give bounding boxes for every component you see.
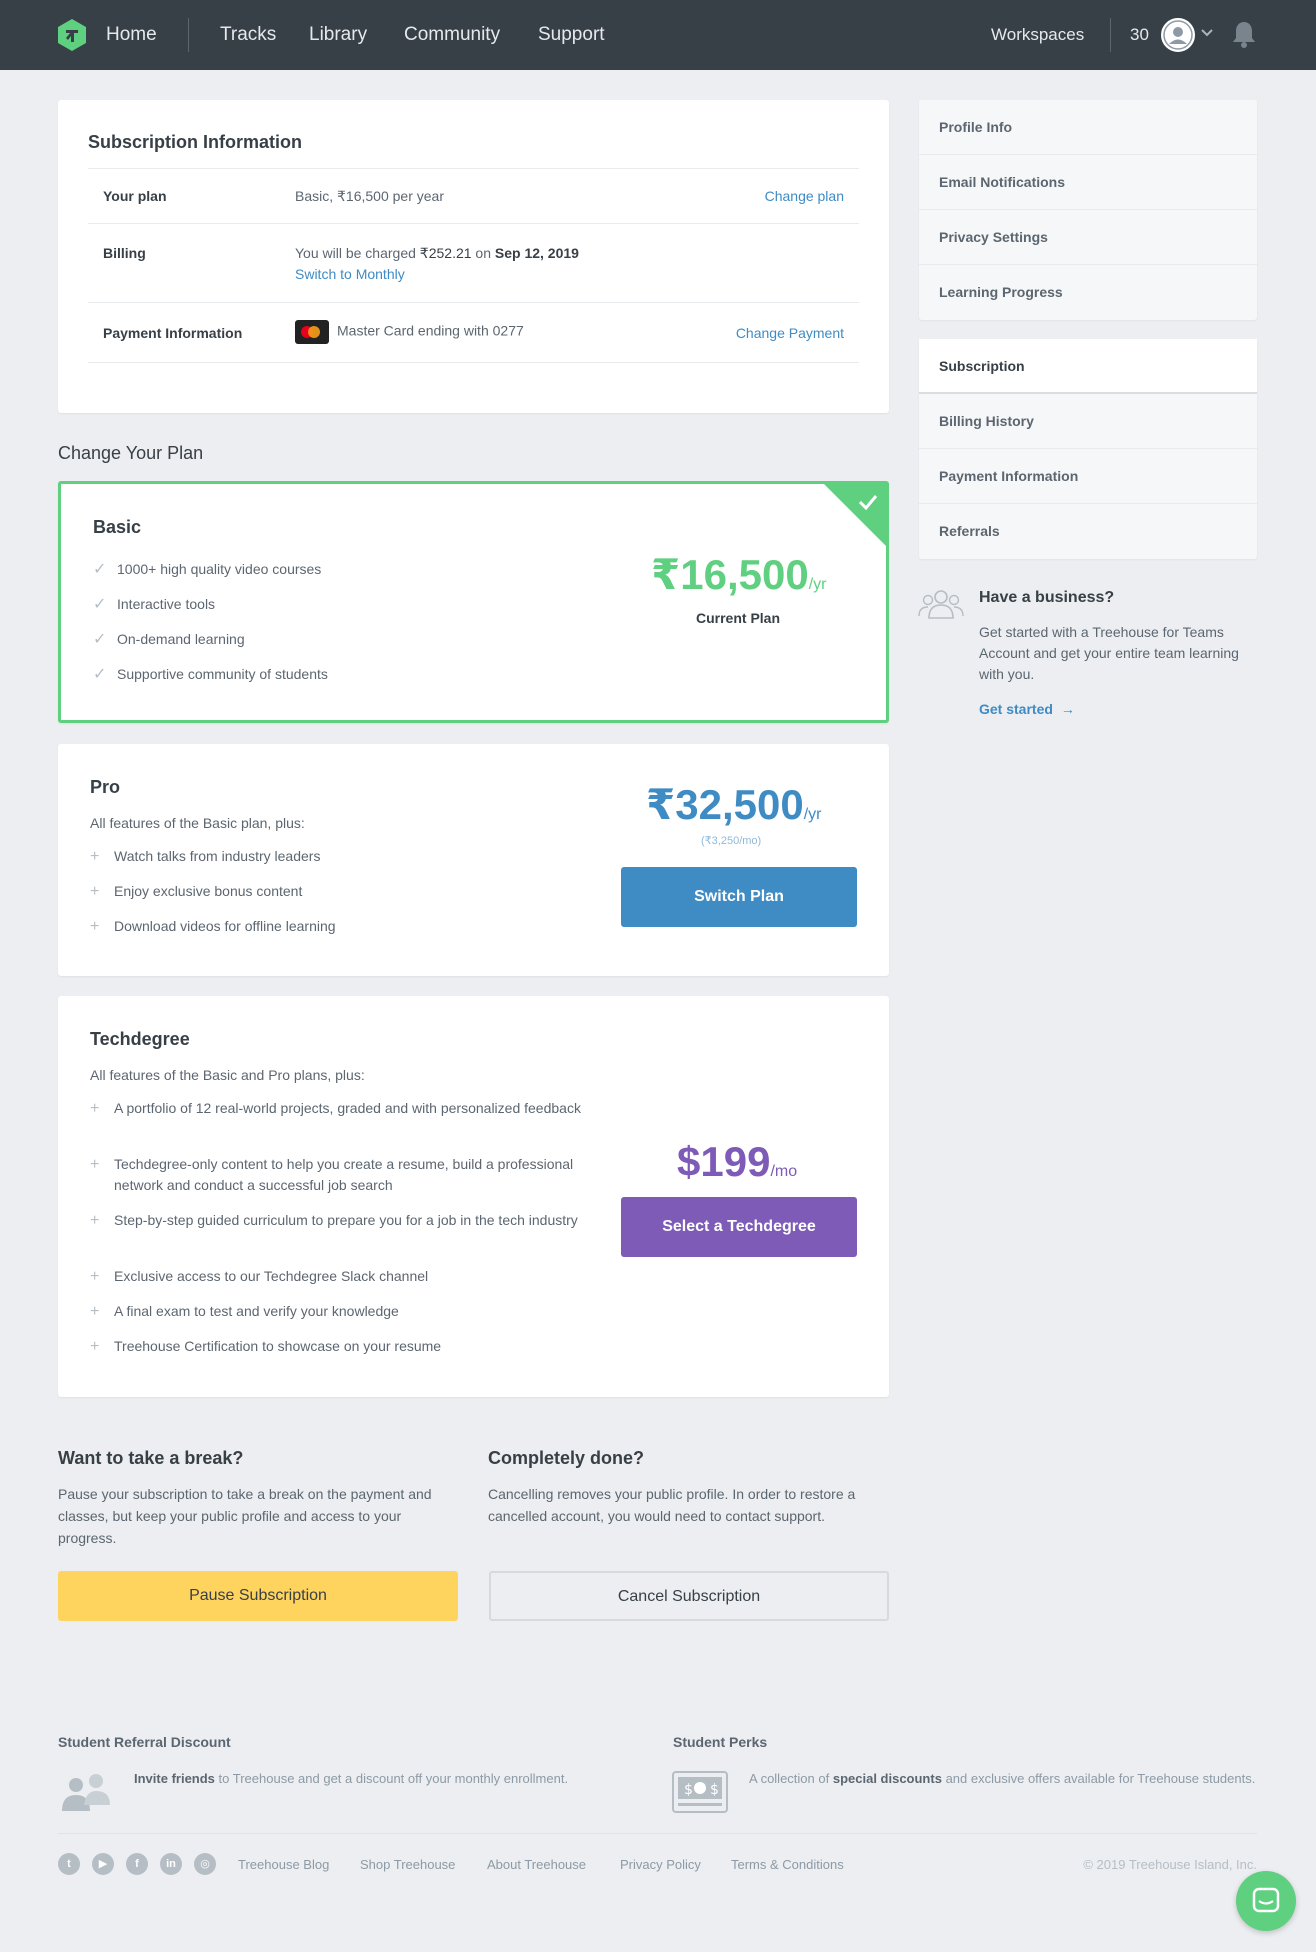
feature-item	[93, 664, 328, 685]
price-amount: $199	[677, 1138, 771, 1185]
perks-description: and exclusive offers available for Treehouse students.	[945, 1771, 1256, 1786]
feature-text: A portfolio of 12 real-world projects, graded and with personalized feedback	[114, 1100, 581, 1116]
footer-link-blog[interactable]: Treehouse Blog	[238, 1857, 330, 1872]
cancel-subscription-button[interactable]: Cancel Subscription	[489, 1571, 889, 1621]
chevron-down-icon[interactable]	[1200, 28, 1214, 38]
plan-price	[646, 780, 821, 829]
billing-prefix: You will be charged	[295, 245, 416, 261]
sidebar-item-billing-history[interactable]: Billing History	[919, 394, 1257, 449]
plus-icon: +	[90, 1156, 100, 1173]
plus-icon: +	[90, 848, 100, 865]
nav-tracks[interactable]: Tracks	[220, 24, 277, 45]
plus-icon: +	[90, 883, 100, 900]
feature-item	[90, 1336, 441, 1357]
bell-icon[interactable]	[1231, 20, 1257, 48]
business-text: Get started with a Treehouse for Teams Account and get your entire team learning with you.	[979, 624, 1239, 682]
perks-text	[749, 1769, 1259, 1789]
plan-card-basic	[58, 481, 889, 723]
twitter-icon[interactable]: t	[58, 1853, 80, 1875]
plan-row	[88, 168, 859, 223]
nav-community[interactable]: Community	[404, 24, 501, 45]
feature-item	[93, 559, 321, 580]
cancel-title: Completely done?	[488, 1448, 645, 1468]
feature-item	[90, 1210, 600, 1231]
payment-value	[295, 320, 524, 344]
top-nav	[0, 0, 1316, 70]
treehouse-logo-icon[interactable]	[56, 18, 88, 52]
plan-price	[651, 550, 826, 599]
svg-text:$: $	[684, 1782, 693, 1798]
feature-text: Supportive community of students	[117, 666, 328, 682]
get-started-label: Get started	[979, 701, 1053, 717]
plan-name: Pro	[90, 777, 121, 797]
referral-description: to Treehouse and get a discount off your monthly enrollment.	[218, 1771, 569, 1786]
feature-text: Exclusive access to our Techdegree Slack channel	[114, 1268, 429, 1284]
switch-monthly-link[interactable]: Switch to Monthly	[295, 266, 405, 282]
footer-divider	[58, 1833, 1257, 1834]
feature-text: Treehouse Certification to showcase on your resume	[114, 1338, 442, 1354]
settings-nav	[919, 100, 1257, 320]
arrow-right-icon: →	[1060, 701, 1075, 717]
billing-row	[88, 223, 859, 302]
pause-title: Want to take a break?	[58, 1448, 244, 1468]
feature-text: Step-by-step guided curriculum to prepare you for a job in the tech industry	[114, 1212, 578, 1228]
chat-icon	[1236, 1871, 1296, 1931]
subscription-info-title: Subscription Information	[88, 132, 302, 152]
feature-item	[90, 916, 336, 937]
feature-text: Download videos for offline learning	[114, 918, 336, 934]
plus-icon: +	[90, 918, 100, 935]
youtube-icon[interactable]: ▶	[92, 1853, 114, 1875]
feature-text: Watch talks from industry leaders	[114, 848, 321, 864]
feature-text: Interactive tools	[117, 596, 216, 612]
business-title: Have a business?	[979, 589, 1115, 606]
feature-text: A final exam to test and verify your knowledge	[114, 1303, 399, 1319]
plan-intro: All features of the Basic and Pro plans, plus:	[90, 1067, 365, 1083]
mastercard-icon	[295, 320, 329, 344]
billing-label: Billing	[103, 245, 146, 261]
check-icon: ✓	[93, 596, 107, 613]
referral-title: Student Referral Discount	[58, 1734, 231, 1750]
feature-item	[90, 1301, 399, 1322]
check-icon: ✓	[93, 666, 107, 683]
sidebar-item-privacy-settings[interactable]: Privacy Settings	[919, 210, 1257, 265]
sidebar-item-referrals[interactable]: Referrals	[939, 523, 1000, 539]
team-icon	[918, 588, 964, 620]
linkedin-icon[interactable]: in	[160, 1853, 182, 1875]
billing-date: Sep 12, 2019	[494, 245, 579, 261]
avatar[interactable]	[1161, 18, 1195, 52]
account-nav	[919, 339, 1257, 559]
pause-text: Pause your subscription to take a break on the payment and classes, but keep your public profile and access to your progress.	[58, 1486, 432, 1546]
get-started-link[interactable]	[979, 701, 1075, 717]
plan-name: Basic	[93, 517, 142, 537]
billing-amount: ₹252.21	[419, 245, 472, 261]
nav-library[interactable]: Library	[309, 24, 368, 45]
pause-subscription-button[interactable]: Pause Subscription	[58, 1571, 458, 1621]
payment-label: Payment Information	[103, 325, 243, 341]
sidebar-item-email-notifications[interactable]: Email Notifications	[919, 155, 1257, 210]
feature-item	[93, 629, 245, 650]
perks-title: Student Perks	[673, 1734, 768, 1750]
feature-item	[90, 846, 320, 867]
plus-icon: +	[90, 1212, 100, 1229]
plan-value: Basic, ₹16,500 per year	[295, 188, 444, 204]
sidebar-item-payment-information[interactable]: Payment Information	[919, 449, 1257, 504]
footer-link-shop[interactable]: Shop Treehouse	[360, 1857, 456, 1872]
price-period: /yr	[803, 806, 822, 823]
plan-label: Your plan	[103, 188, 167, 204]
plus-icon: +	[90, 1338, 100, 1355]
price-amount: ₹16,500	[651, 551, 809, 598]
price-period: /mo	[770, 1163, 798, 1180]
nav-home[interactable]: Home	[106, 24, 157, 45]
nav-workspaces[interactable]: Workspaces	[991, 25, 1085, 44]
sidebar-item-profile-info[interactable]: Profile Info	[919, 100, 1257, 155]
sidebar-item-learning-progress[interactable]: Learning Progress	[939, 284, 1063, 300]
plan-card-techdegree	[58, 996, 889, 1397]
select-techdegree-button[interactable]: Select a Techdegree	[621, 1197, 857, 1257]
switch-plan-button[interactable]: Switch Plan	[621, 867, 857, 927]
feature-item	[90, 1098, 600, 1119]
payment-card-text: Master Card ending with 0277	[337, 322, 524, 339]
nav-support[interactable]: Support	[538, 24, 605, 45]
footer-link-privacy[interactable]: Privacy Policy	[620, 1857, 701, 1872]
feature-item	[90, 1266, 428, 1287]
billing-value	[295, 245, 579, 262]
plan-name: Techdegree	[90, 1029, 190, 1049]
check-icon: ✓	[93, 561, 107, 578]
subscription-info-card	[58, 100, 889, 413]
cancel-text: Cancelling removes your public profile. In order to restore a cancelled account, you would need to contact support.	[488, 1486, 856, 1524]
current-plan-label: Current Plan	[696, 610, 781, 626]
feature-item	[93, 594, 215, 615]
footer-link-about[interactable]: About Treehouse	[487, 1857, 587, 1872]
feature-text: On-demand learning	[117, 631, 245, 647]
feature-item	[90, 1154, 600, 1196]
plus-icon: +	[90, 1303, 100, 1320]
plus-icon: +	[90, 1268, 100, 1285]
feature-text: Techdegree-only content to help you create a resume, build a professional network and conduct a successful job search	[114, 1156, 574, 1193]
plan-intro: All features of the Basic plan, plus:	[90, 815, 305, 831]
feature-text: Enjoy exclusive bonus content	[114, 883, 303, 899]
invite-friends-link[interactable]: Invite friends	[134, 1771, 215, 1786]
chat-button[interactable]	[1236, 1871, 1296, 1931]
billing-on: on	[475, 245, 491, 261]
price-monthly: (₹3,250/mo)	[701, 835, 762, 847]
price-period: /yr	[808, 576, 827, 593]
invite-friends-icon	[58, 1771, 114, 1813]
perks-prefix: A collection of	[749, 1771, 830, 1786]
feature-text: 1000+ high quality video courses	[117, 561, 322, 577]
sidebar-item-subscription[interactable]: Subscription	[919, 339, 1257, 394]
price-amount: ₹32,500	[646, 781, 804, 828]
points-count[interactable]: 30	[1130, 25, 1149, 44]
facebook-icon[interactable]: f	[126, 1853, 148, 1875]
copyright: © 2019 Treehouse Island, Inc.	[1083, 1857, 1257, 1872]
check-icon: ✓	[93, 631, 107, 648]
change-payment-link[interactable]: Change Payment	[735, 325, 844, 341]
plan-card-pro	[58, 744, 889, 976]
svg-text:$: $	[710, 1782, 719, 1798]
perks-voucher-icon	[672, 1771, 728, 1813]
check-corner-icon	[823, 483, 887, 547]
referral-text	[134, 1769, 634, 1789]
change-plan-title: Change Your Plan	[58, 443, 204, 463]
nav-divider	[1110, 18, 1111, 52]
plus-icon: +	[90, 1100, 100, 1117]
change-plan-link[interactable]: Change plan	[764, 188, 844, 204]
feature-item	[90, 881, 302, 902]
payment-row	[88, 302, 859, 363]
footer-link-terms[interactable]: Terms & Conditions	[731, 1857, 844, 1872]
special-discounts-link[interactable]: special discounts	[832, 1771, 942, 1786]
instagram-icon[interactable]: ◎	[194, 1853, 216, 1875]
nav-divider	[188, 18, 189, 52]
plan-price	[677, 1138, 797, 1186]
